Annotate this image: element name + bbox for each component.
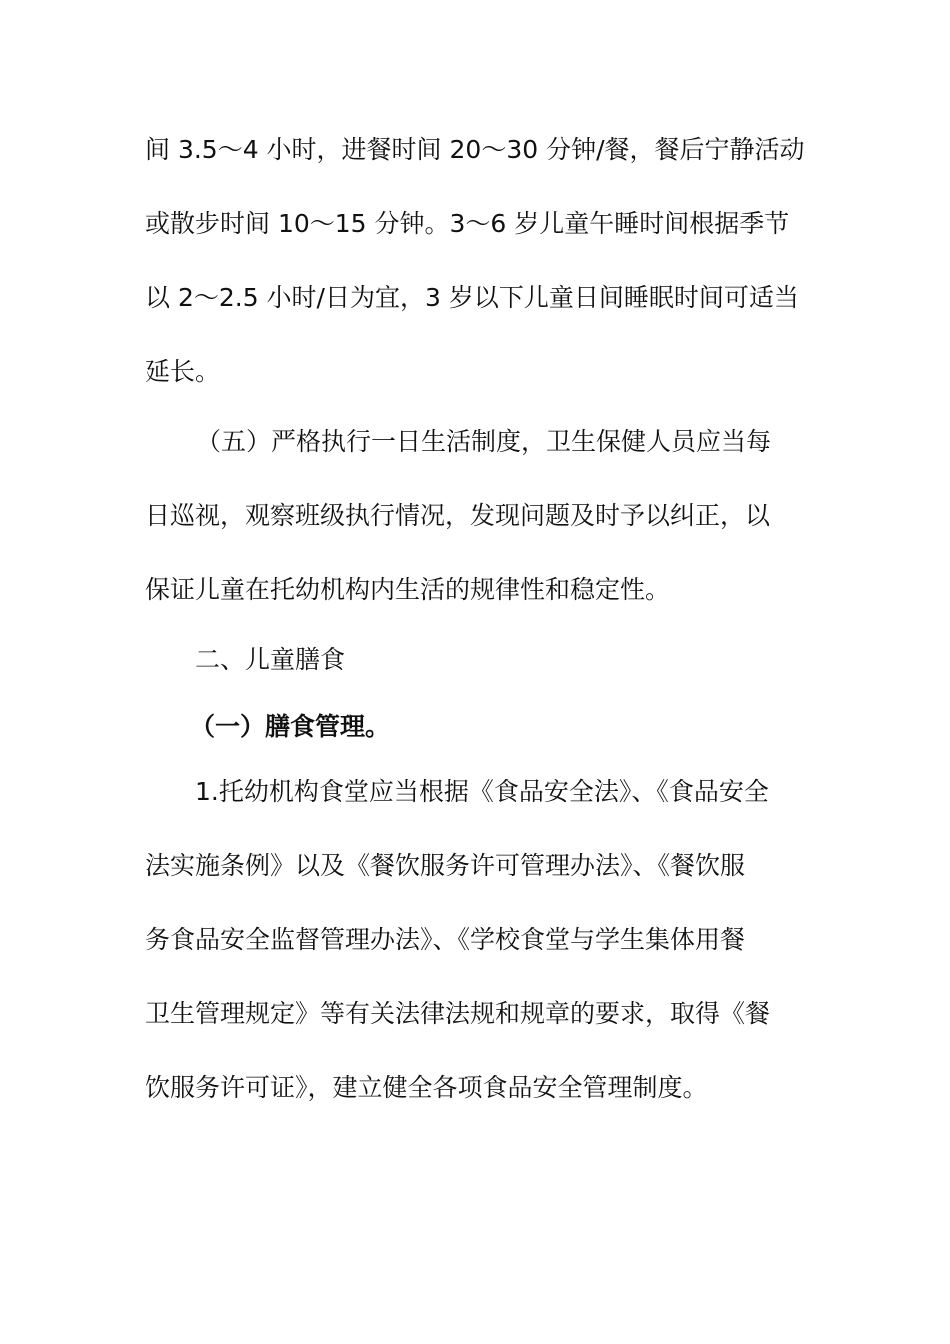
paragraph-line-1: 间 3.5～4 小时，进餐时间 20～30 分钟/餐，餐后宁静活动: [145, 135, 805, 164]
section-heading: 二、儿童膳食: [195, 645, 346, 674]
paragraph-line-7: 保证儿童在托幼机构内生活的规律性和稳定性。: [145, 575, 671, 604]
paragraph-line-14: 饮服务许可证》，建立健全各项食品安全管理制度。: [145, 1073, 708, 1102]
subsection-heading: （一）膳食管理。: [190, 712, 391, 741]
paragraph-line-10: 1.托幼机构食堂应当根据《食品安全法》、《食品安全: [195, 777, 769, 806]
paragraph-line-13: 卫生管理规定》等有关法律法规和规章的要求，取得《餐: [145, 999, 771, 1028]
paragraph-line-12: 务食品安全监督管理办法》、《学校食堂与学生集体用餐: [145, 925, 746, 954]
paragraph-line-2: 或散步时间 10～15 分钟。3～6 岁儿童午睡时间根据季节: [145, 209, 790, 238]
paragraph-line-11: 法实施条例》以及《餐饮服务许可管理办法》、《餐饮服: [145, 851, 746, 880]
paragraph-line-4: 延长。: [145, 357, 221, 386]
paragraph-line-6: 日巡视，观察班级执行情况，发现问题及时予以纠正，以: [145, 501, 771, 530]
paragraph-line-5: （五）严格执行一日生活制度，卫生保健人员应当每: [196, 427, 772, 456]
paragraph-line-3: 以 2～2.5 小时/日为宜，3 岁以下儿童日间睡眠时间可适当: [145, 283, 799, 312]
